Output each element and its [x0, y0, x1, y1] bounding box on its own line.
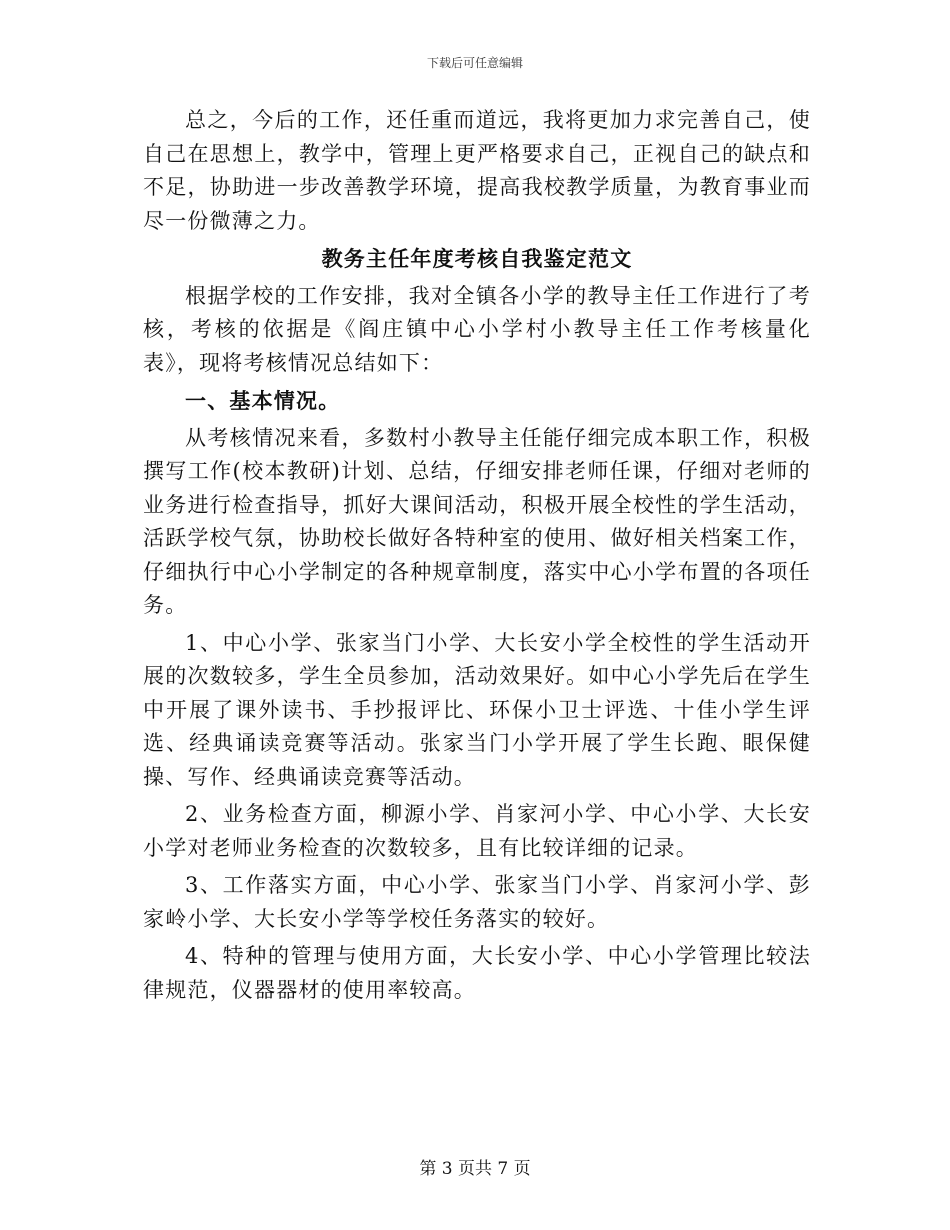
list-item-3: 3、工作落实方面，中心小学、张家当门小学、肖家河小学、彭家岭小学、大长安小学等学校任务落实的较好。	[143, 873, 811, 931]
paragraph-overview: 从考核情况来看，多数村小教导主任能仔细完成本职工作，积极撰写工作(校本教研)计划、总结，仔细安排老师任课，仔细对老师的业务进行检查指导，抓好大课间活动，积极开展全校性的学生活动，活跃学校气氛，协助校长做好各特种室的使用、做好相关档案工作，仔细执行中心小学制定的各种规章制度，落实中心小学布置的各项任务。	[143, 425, 811, 617]
document-title: 教务主任年度考核自我鉴定范文	[321, 246, 633, 271]
list-item-1: 1、中心小学、张家当门小学、大长安小学全校性的学生活动开展的次数较多，学生全员参加，活动效果好。如中心小学先后在学生中开展了课外读书、手抄报评比、环保小卫士评选、十佳小学生评选、经典诵读竞赛等活动。张家当门小学开展了学生长跑、眼保健操、写作、经典诵读竞赛等活动。	[143, 630, 811, 789]
paragraph-intro: 根据学校的工作安排，我对全镇各小学的教导主任工作进行了考核，考核的依据是《阎庄镇中心小学村小教导主任工作考核量化表》，现将考核情况总结如下：	[143, 283, 811, 375]
section-heading-basic: 一、基本情况。	[185, 388, 341, 413]
paragraph-conclusion: 总之，今后的工作，还任重而道远，我将更加力求完善自己，使自己在思想上，教学中，管理上更严格要求自己，正视自己的缺点和不足，协助进一步改善教学环境，提高我校教学质量，为教育事业而尽一份微薄之力。	[143, 108, 811, 233]
page-number: 第 3 页共 7 页	[419, 1159, 531, 1179]
page-header-note: 下载后可任意编辑	[426, 56, 523, 70]
list-item-4: 4、特种的管理与使用方面，大长安小学、中心小学管理比较法律规范，仪器器材的使用率较高。	[143, 944, 811, 1002]
document-body	[143, 104, 811, 1007]
list-item-2: 2、业务检查方面，柳源小学、肖家河小学、中心小学、大长安小学对老师业务检查的次数较多，且有比较详细的记录。	[143, 802, 811, 860]
